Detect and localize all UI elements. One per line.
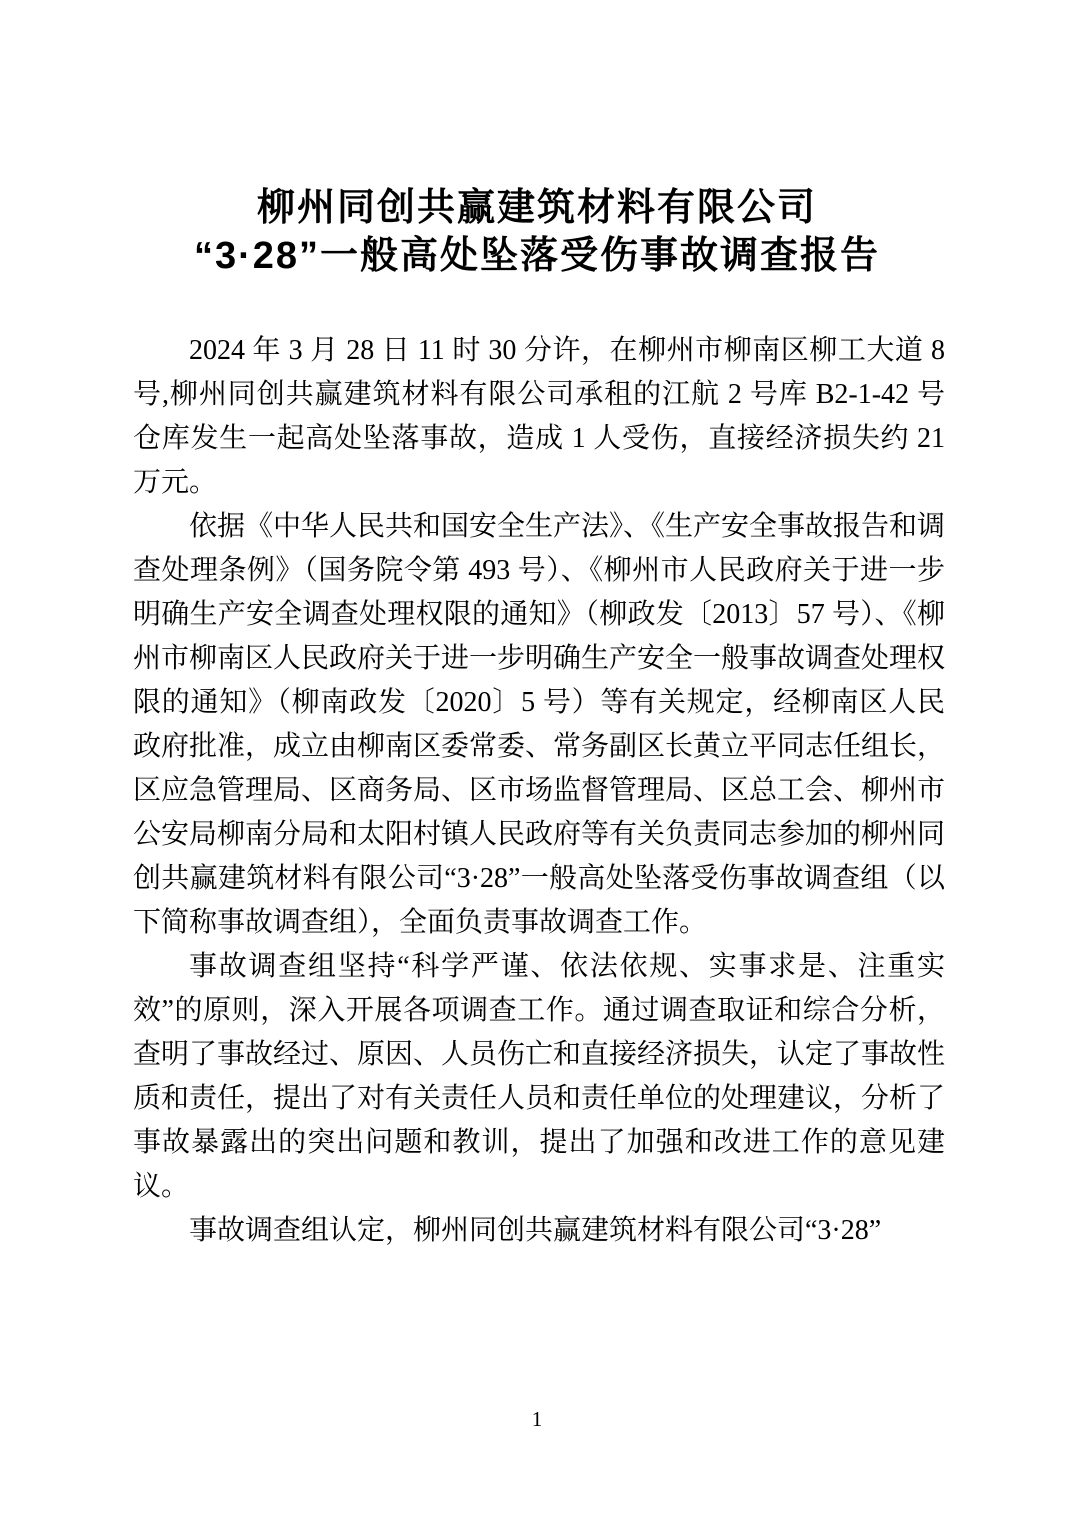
paragraph-incident-summary: 2024 年 3 月 28 日 11 时 30 分许，在柳州市柳南区柳工大道 8 号,柳州同创共赢建筑材料有限公司承租的江航 2 号库 B2-1-42 号仓库发生一起高处坠落事故，造成 1 人受伤，直接经济损失约 21 万元。 [133, 335, 945, 498]
page-number: 1 [531, 1407, 543, 1431]
document-title-line2: “3·28”一般高处坠落受伤事故调查报告 [193, 235, 881, 277]
paragraph-legal-basis-and-team: 依据《中华人民共和国安全生产法》、《生产安全事故报告和调查处理条例》（国务院令第 493 号）、《柳州市人民政府关于进一步明确生产安全调查处理权限的通知》（柳政发〔2013〕57 号）、《柳州市柳南区人民政府关于进一步明确生产安全一般事故调查处理权限的通知》（柳南政发〔2020〕5 号）等有关规定，经柳南区人民政府批准，成立由柳南区委常委、常务副区长黄立平同志任组长，区应急管理局、区商务局、区市场监督管理局、区总工会、柳州市公安局柳南分局和太阳村镇人民政府等有关负责同志参加的柳州同创共赢建筑材料有限公司“3·28”一般高处坠落受伤事故调查组（以下简称事故调查组），全面负责事故调查工作。 [133, 511, 946, 938]
document-title [0, 184, 1074, 280]
document-title-line1: 柳州同创共赢建筑材料有限公司 [256, 187, 817, 229]
paragraph-investigation-principles: 事故调查组坚持“科学严谨、依法依规、实事求是、注重实效”的原则，深入开展各项调查工作。通过调查取证和综合分析，查明了事故经过、原因、人员伤亡和直接经济损失，认定了事故性质和责任，提出了对有关责任人员和责任单位的处理建议，分析了事故暴露出的突出问题和教训，提出了加强和改进工作的意见建议。 [133, 951, 946, 1202]
document-body [133, 329, 945, 1253]
paragraph-conclusion-start: 事故调查组认定，柳州同创共赢建筑材料有限公司“3·28” [189, 1215, 882, 1246]
